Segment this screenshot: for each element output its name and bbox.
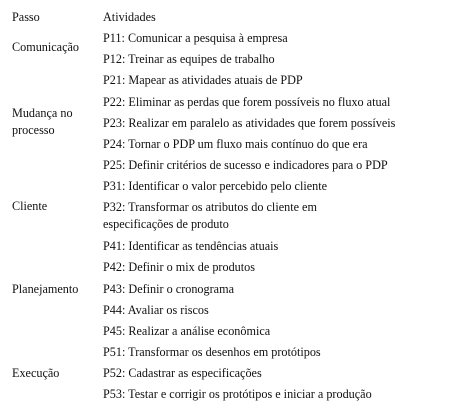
activity-p53: P53: Testar e corrigir os protótipos e iniciar a produção — [103, 387, 372, 401]
step-process-change: Mudança no — [12, 106, 73, 120]
activity-p41: P41: Identificar as tendências atuais — [103, 239, 279, 253]
activity-p45: P45: Realizar a análise econômica — [103, 324, 271, 338]
activities-column-header: Atividades — [103, 10, 156, 24]
activity-p52: P52: Cadastrar as especificações — [103, 366, 262, 380]
activity-p23: P23: Realizar em paralelo as atividades que forem possíveis — [103, 116, 396, 130]
activity-p32: P32: Transformar os atributos do cliente em — [103, 200, 317, 214]
activity-p25: P25: Definir critérios de sucesso e indicadores para o PDP — [103, 158, 388, 172]
activity-p51: P51: Transformar os desenhos em protótipos — [103, 345, 321, 359]
activity-p22: P22: Eliminar as perdas que forem possíveis no fluxo atual — [103, 95, 391, 109]
step-execution: Execução — [12, 366, 60, 380]
step-client: Cliente — [12, 199, 48, 213]
step-process-change-line-2: processo — [12, 123, 55, 137]
step-planning: Planejamento — [12, 282, 79, 296]
activity-p43: P43: Definir o cronograma — [103, 282, 234, 296]
activity-p12: P12: Treinar as equipes de trabalho — [103, 52, 275, 66]
step-communication: Comunicação — [12, 40, 80, 54]
activity-p42: P42: Definir o mix de produtos — [103, 260, 255, 274]
activity-p44: P44: Avaliar os riscos — [103, 303, 209, 317]
activity-p31: P31: Identificar o valor percebido pelo cliente — [103, 179, 328, 193]
activity-p21: P21: Mapear as atividades atuais de PDP — [103, 73, 303, 87]
step-column-header: Passo — [12, 10, 40, 24]
activity-p11: P11: Comunicar a pesquisa à empresa — [103, 31, 288, 45]
activity-p24: P24: Tornar o PDP um fluxo mais contínuo do que era — [103, 137, 368, 151]
activity-p32-continuation: especificações de produto — [103, 217, 229, 231]
